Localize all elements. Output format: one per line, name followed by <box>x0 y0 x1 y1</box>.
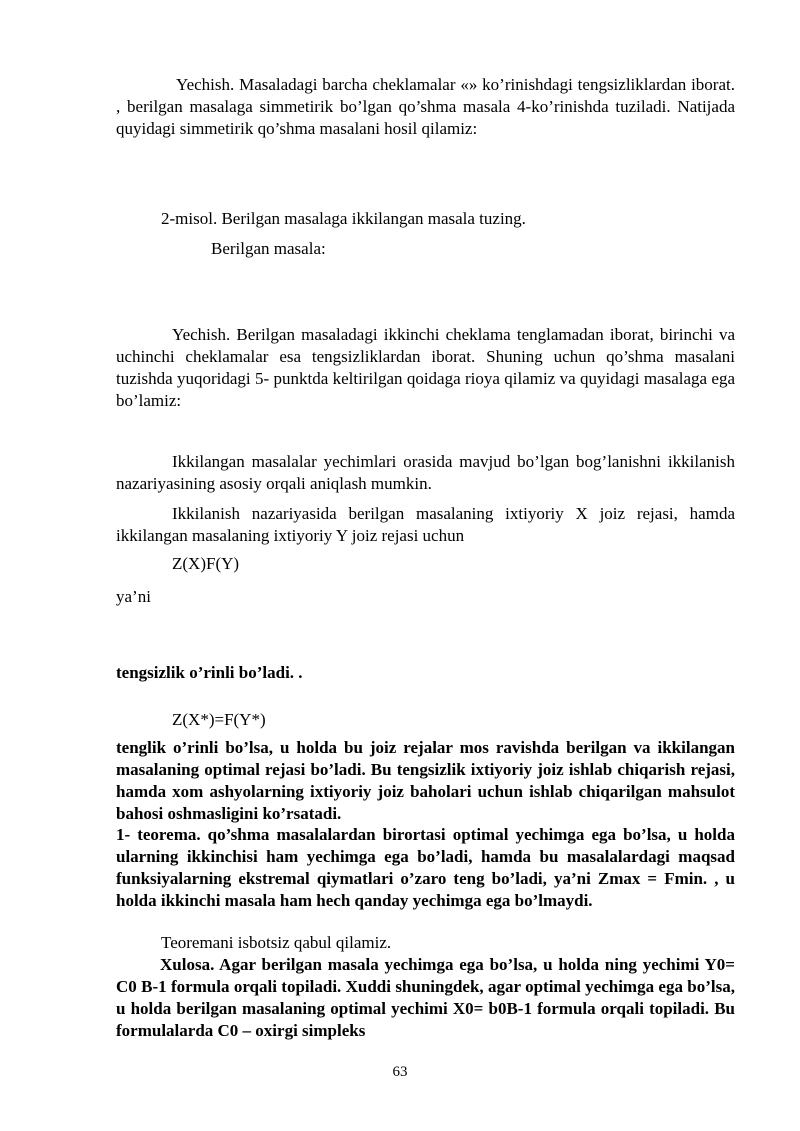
formula-zx-star-fy-star: Z(X*)=F(Y*) <box>172 710 266 729</box>
paragraph-yechish-1: Yechish. Masaladagi barcha cheklamalar «» ko’rinishdagi tengsizliklardan iborat. , berilgan masalaga simmetirik bo’lgan qo’shma masala 4-ko’rinishda tuziladi. Natijada quyidagi simmetirik qo’shma masalani hosil qilamiz: <box>116 75 735 138</box>
paragraph-yechish-2: Yechish. Berilgan masaladagi ikkinchi cheklama tenglamadan iborat, birinchi va uchinchi cheklamalar esa tengsizliklardan iborat. Shuning uchun qo’shma masalani tuzishda yuqoridagi 5- punktda keltirilgan qoidaga rioya qilamiz va quyidagi masalaga ega bo’lamiz: <box>116 325 735 410</box>
paragraph-dual-relation: Ikkilangan masalalar yechimlari orasida mavjud bo’lgan bog’lanishni ikkilanish nazariyasining asosiy orqali aniqlash mumkin. <box>116 452 735 493</box>
example-2-heading: 2-misol. Berilgan masalaga ikkilangan masala tuzing. <box>161 209 526 228</box>
paragraph-equality-holds: tenglik o’rinli bo’lsa, u holda bu joiz rejalar mos ravishda berilgan va ikkilangan masalaning optimal rejasi bo’ladi. Bu tengsizlik ixtiyoriy joiz ishlab chiqarish rejasi, hamda xom ashyolarning ixtiyoriy joiz baholari uchun ishlab chiqarilgan mahsulot bahosi oshmasligini ko’rsatadi. <box>116 738 735 823</box>
paragraph-theorem-1: 1- teorema. qo’shma masalalardan birortasi optimal yechimga ega bo’lsa, u holda ularning ikkinchisi ham yechimga ega bo’ladi, hamda bu masalalardagi maqsad funksiyalarning ekstremal qiymatlari o’zaro teng bo’ladi, ya’ni Zmax = Fmin. , u holda ikkinchi masala ham hech qanday yechimga ega bo’lmaydi. <box>116 825 735 910</box>
given-problem-label: Berilgan masala: <box>211 239 326 258</box>
text-theorem-accepted: Teoremani isbotsiz qabul qilamiz. <box>161 933 392 952</box>
formula-zx-fy: Z(X)F(Y) <box>172 554 240 573</box>
text-yani: ya’ni <box>116 587 151 606</box>
text-inequality-holds: tengsizlik o’rinli bo’ladi. . <box>116 663 303 682</box>
paragraph-conclusion: Xulosa. Agar berilgan masala yechimga ega bo’lsa, u holda ning yechimi Y0= C0 B-1 formula orqali topiladi. Xuddi shuningdek, agar optimal yechimga ega bo’lsa, u holda berilgan masalaning optimal yechimi X0= b0B-1 formula orqali topiladi. Bu formulalarda C0 – oxirgi simpleks <box>116 955 735 1040</box>
page-number: 63 <box>392 1064 408 1080</box>
paragraph-duality-theory: Ikkilanish nazariyasida berilgan masalaning ixtiyoriy X joiz rejasi, hamda ikkilangan masalaning ixtiyoriy Y joiz rejasi uchun <box>116 504 735 545</box>
